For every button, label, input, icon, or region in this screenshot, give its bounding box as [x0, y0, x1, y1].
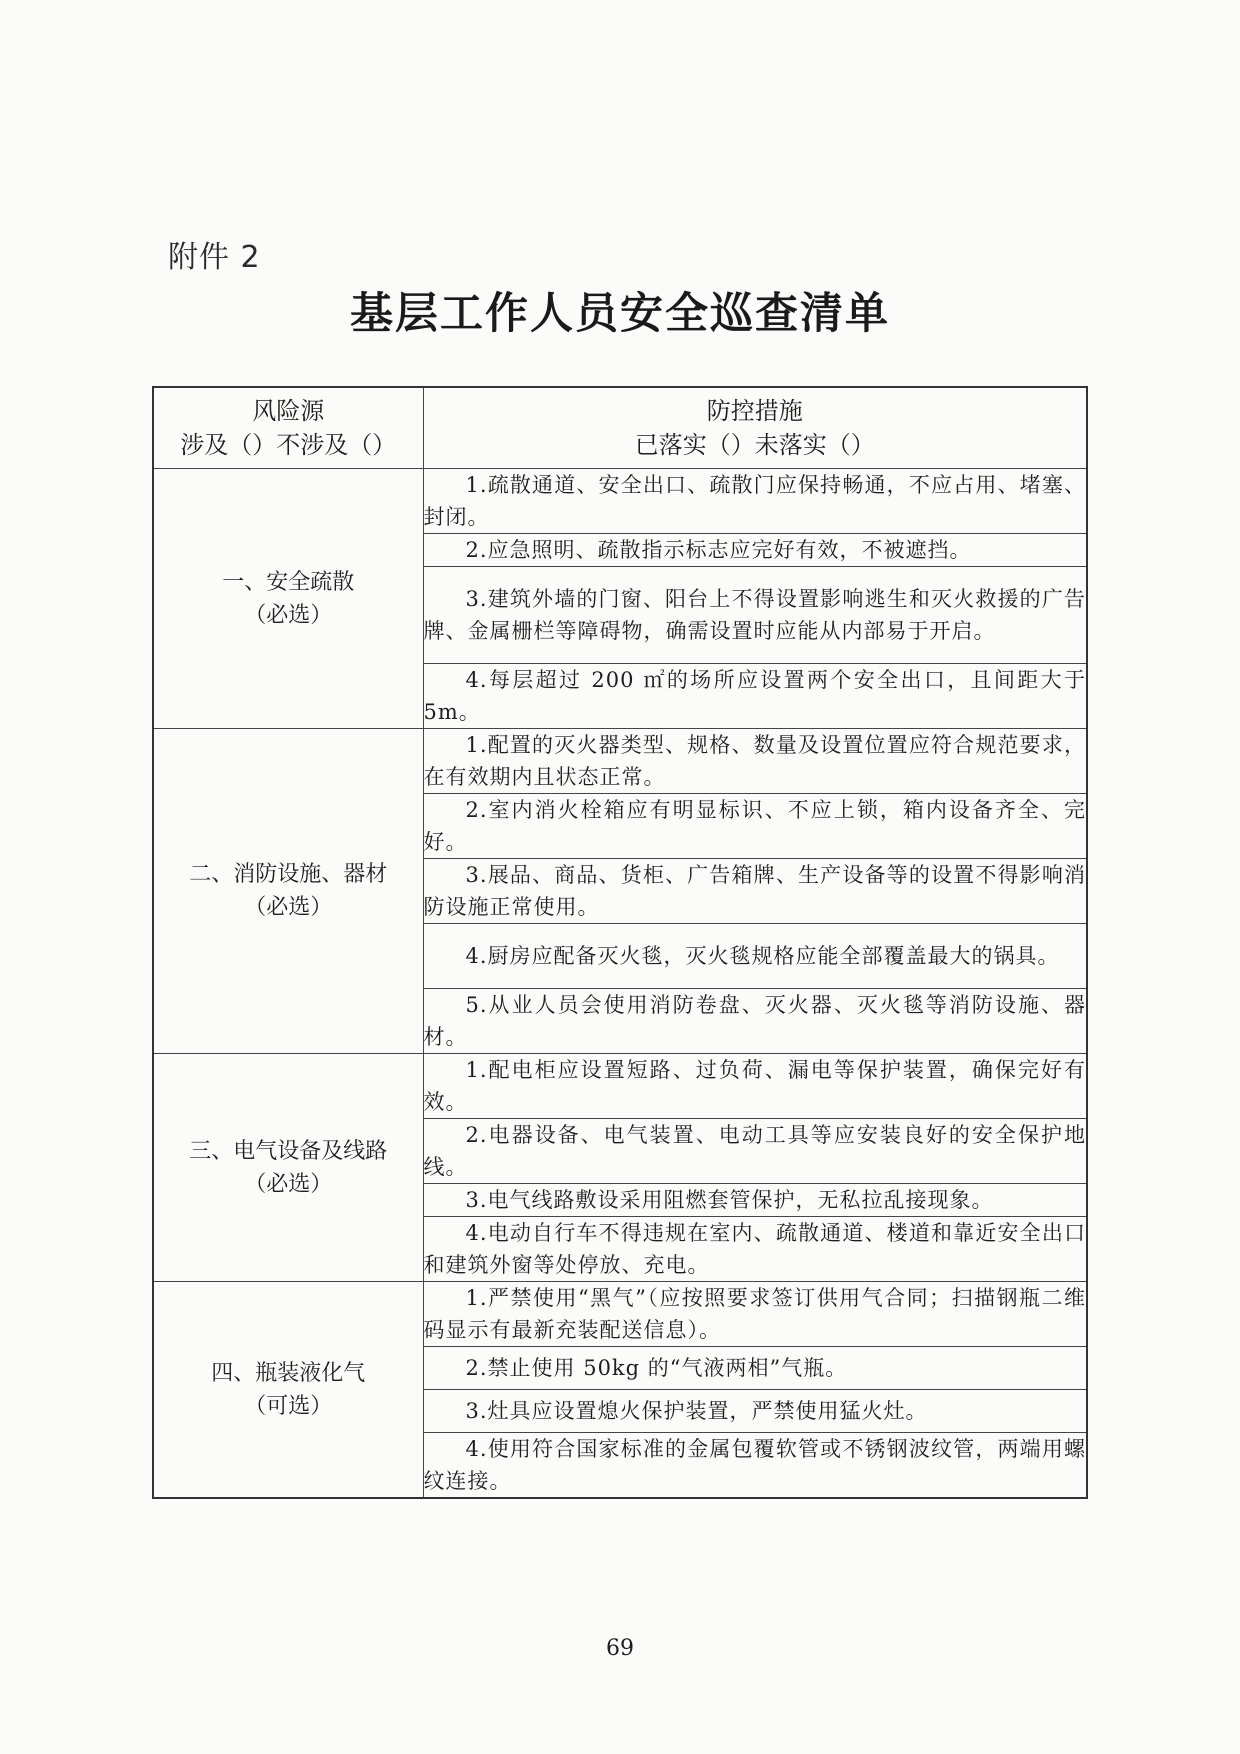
measure-item: 1.配电柜应设置短路、过负荷、漏电等保护装置，确保完好有效。: [423, 1058, 1086, 1114]
table-row: [153, 729, 1087, 794]
measure-item: 1.疏散通道、安全出口、疏散门应保持畅通，不应占用、堵塞、封闭。: [423, 473, 1086, 529]
control-measures-title: 防控措施: [706, 397, 803, 425]
document-title: 基层工作人员安全巡查清单: [350, 289, 890, 339]
measure-cell: [423, 989, 1087, 1054]
risk-source-header: [153, 387, 423, 469]
measure-cell: [423, 534, 1087, 567]
table-row: [153, 1054, 1087, 1119]
measure-item: 1.严禁使用“黑气”（应按照要求签订供用气合同；扫描钢瓶二维码显示有最新充装配送信息）。: [423, 1286, 1086, 1342]
risk-source-cell: [153, 1054, 423, 1282]
measure-cell: [423, 1119, 1087, 1184]
measure-cell: [423, 1184, 1087, 1217]
measure-cell: [423, 1054, 1087, 1119]
risk-source-note: （可选）: [244, 1393, 333, 1419]
measure-item: 5.从业人员会使用消防卷盘、灭火器、灭火毯等消防设施、器材。: [423, 993, 1086, 1049]
risk-source-cell: [153, 1282, 423, 1499]
table-row: [153, 1282, 1087, 1347]
page-number: 69: [606, 1636, 634, 1661]
measure-cell: [423, 664, 1087, 729]
measure-cell: [423, 859, 1087, 924]
measure-item: 2.应急照明、疏散指示标志应完好有效，不被遮挡。: [465, 538, 972, 562]
measure-cell: [423, 729, 1087, 794]
measure-item: 3.电气线路敷设采用阻燃套管保护，无私拉乱接现象。: [465, 1188, 994, 1212]
risk-source-name: 四、瓶装液化气: [211, 1360, 366, 1386]
measure-item: 3.灶具应设置熄火保护装置，严禁使用猛火灶。: [465, 1399, 928, 1423]
measure-item: 2.电器设备、电气装置、电动工具等应安装良好的安全保护地线。: [423, 1123, 1086, 1179]
risk-source-name: 一、安全疏散: [222, 569, 355, 595]
measure-item: 4.每层超过 200 ㎡的场所应设置两个安全出口，且间距大于 5m。: [423, 668, 1086, 724]
risk-source-name: 二、消防设施、器材: [189, 862, 388, 887]
measure-cell: [423, 794, 1087, 859]
measure-item: 3.展品、商品、货柜、广告箱牌、生产设备等的设置不得影响消防设施正常使用。: [423, 863, 1086, 919]
measure-item: 1.配置的灭火器类型、规格、数量及设置位置应符合规范要求，在有效期内且状态正常。: [423, 733, 1086, 789]
measure-cell: [423, 1282, 1087, 1347]
measure-cell: [423, 1217, 1087, 1282]
attachment-label: 附件 2: [168, 240, 261, 275]
measure-cell: [423, 1347, 1087, 1390]
measure-item: 4.厨房应配备灭火毯，灭火毯规格应能全部覆盖最大的锅具。: [465, 944, 1060, 968]
risk-source-note: （必选）: [244, 602, 333, 628]
measure-cell: [423, 1390, 1087, 1433]
table-row: [153, 469, 1087, 534]
measure-item: 2.禁止使用 50kg 的“气液两相”气瓶。: [465, 1356, 848, 1380]
measure-item: 4.使用符合国家标准的金属包覆软管或不锈钢波纹管，两端用螺纹连接。: [423, 1437, 1086, 1493]
risk-source-name: 三、电气设备及线路: [189, 1138, 388, 1164]
measure-item: 3.建筑外墙的门窗、阳台上不得设置影响逃生和灭火救援的广告牌、金属栅栏等障碍物，确需设置时应能从内部易于开启。: [423, 587, 1086, 643]
measure-cell: [423, 567, 1087, 664]
control-measures-header: [423, 387, 1087, 469]
safety-checklist-table: [152, 386, 1088, 1499]
risk-source-note: （必选）: [244, 895, 333, 920]
table-header-row: [153, 387, 1087, 469]
control-measures-subtitle: 已落实（）未落实（）: [634, 431, 875, 459]
measure-cell: [423, 924, 1087, 989]
risk-source-note: （必选）: [244, 1171, 333, 1197]
measure-cell: [423, 1433, 1087, 1499]
risk-source-cell: [153, 469, 423, 729]
measure-item: 4.电动自行车不得违规在室内、疏散通道、楼道和靠近安全出口和建筑外窗等处停放、充电。: [423, 1221, 1086, 1277]
risk-source-subtitle: 涉及（）不涉及（）: [180, 431, 397, 459]
risk-source-title: 风险源: [252, 397, 325, 425]
measure-cell: [423, 469, 1087, 534]
measure-item: 2.室内消火栓箱应有明显标识、不应上锁，箱内设备齐全、完好。: [423, 798, 1086, 854]
risk-source-cell: [153, 729, 423, 1054]
